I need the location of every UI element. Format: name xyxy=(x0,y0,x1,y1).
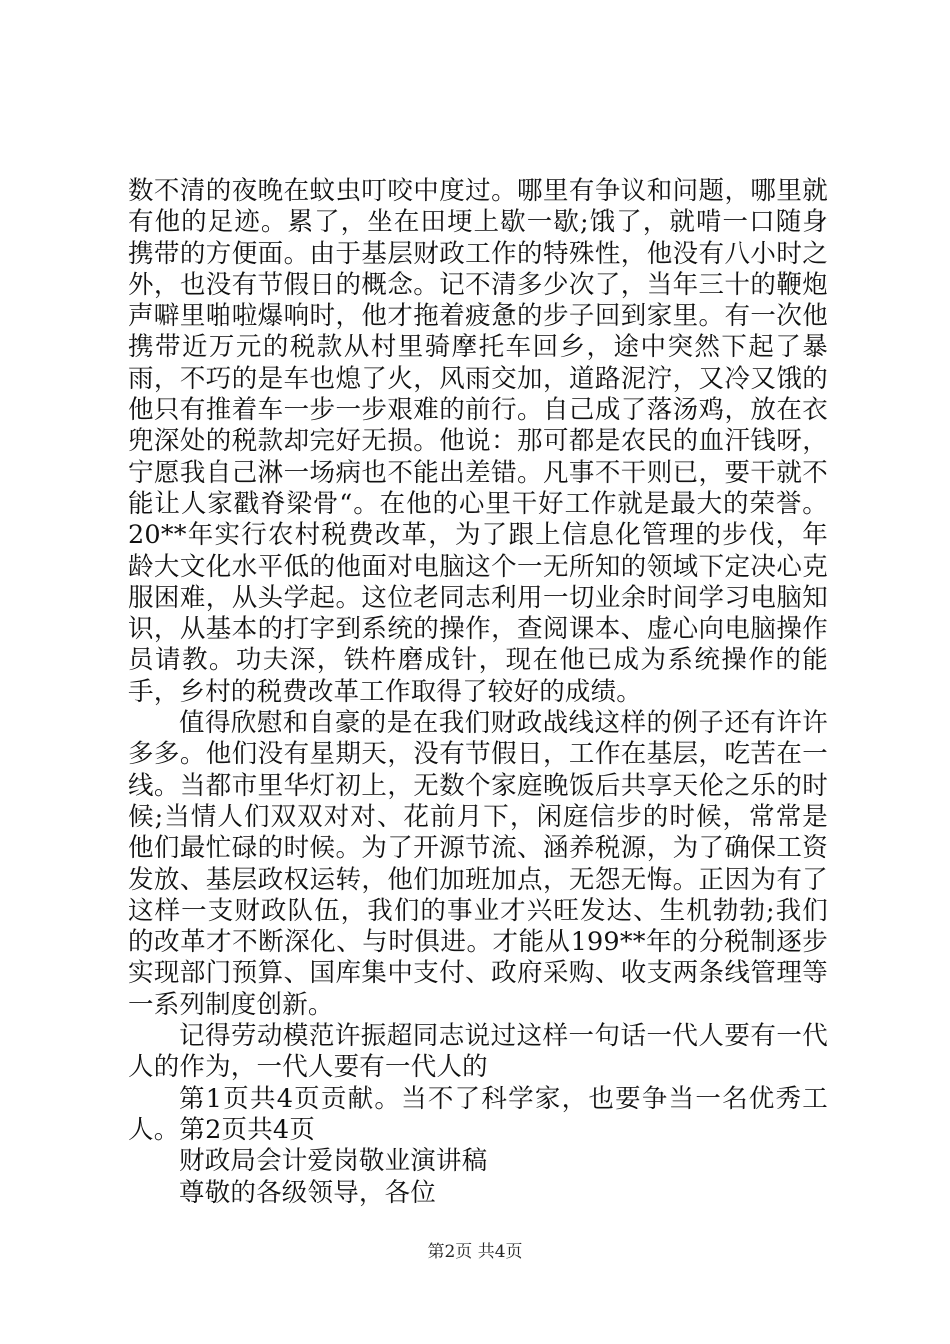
paragraph-salutation: 尊敬的各级领导，各位 xyxy=(179,1177,437,1208)
paragraph-3: 记得劳动模范许振超同志说过这样一句话一代人要有一代人的作为，一代人要有一代人的 xyxy=(128,1021,828,1083)
paragraph-2: 值得欣慰和自豪的是在我们财政战线这样的例子还有许许多多。他们没有星期天，没有节假日，工作在基层，吃苦在一线。当都市里华灯初上，无数个家庭晚饭后共享天伦之乐的时候;当情人们双双对对、花前月下，闲庭信步的时候，常常是他们最忙碌的时候。为了开源节流、涵养税源，为了确保工资发放、基层政权运转，他们加班加点，无怨无悔。正因为有了这样一支财政队伍，我们的事业才兴旺发达、生机勃勃;我们的改革才不断深化、与时俱进。才能从199**年的分税制逐步实现部门预算、国库集中支付、政府采购、收支两条线管理等一系列制度创新。 xyxy=(128,708,828,1020)
paragraph-1: 数不清的夜晚在蚊虫叮咬中度过。哪里有争议和问题，哪里就有他的足迹。累了，坐在田埂上歇一歇;饿了，就啃一口随身携带的方便面。由于基层财政工作的特殊性，他没有八小时之外，也没有节假日的概念。记不清多少次了，当年三十的鞭炮声噼里啪啦爆响时，他才拖着疲惫的步子回到家里。有一次他携带近万元的税款从村里骑摩托车回乡，途中突然下起了暴雨，不巧的是车也熄了火，风雨交加，道路泥泞，又冷又饿的他只有推着车一步一步艰难的前行。自己成了落汤鸡，放在衣兜深处的税款却完好无损。他说：那可都是农民的血汗钱呀，宁愿我自己淋一场病也不能出差错。凡事不干则已，要干就不能让人家戳脊梁骨“。在他的心里干好工作就是最大的荣誉。20**年实行农村税费改革，为了跟上信息化管理的步伐，年龄大文化水平低的他面对电脑这个一无所知的领域下定决心克服困难，从头学起。这位老同志利用一切业余时间学习电脑知识，从基本的打字到系统的操作，查阅课本、虚心向电脑操作员请教。功夫深，铁杵磨成针，现在他已成为系统操作的能手，乡村的税费改革工作取得了较好的成绩。 xyxy=(128,176,828,707)
page-footer: 第2页 共4页 xyxy=(427,1242,523,1262)
paragraph-4: 第1页共4页贡献。当不了科学家，也要争当一名优秀工人。第2页共4页 xyxy=(128,1083,828,1145)
body-text xyxy=(128,176,828,1209)
paragraph-title: 财政局会计爱岗敬业演讲稿 xyxy=(179,1146,488,1177)
